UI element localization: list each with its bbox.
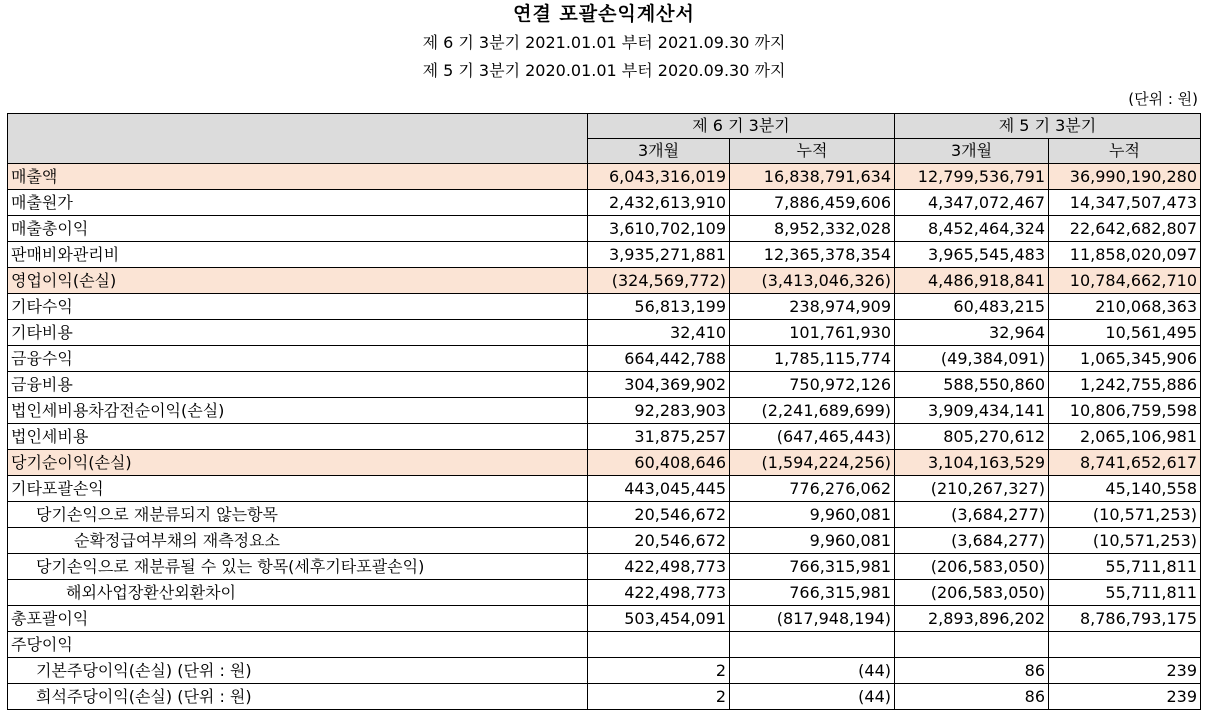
row-value [895, 632, 1049, 658]
row-value: 4,347,072,467 [895, 190, 1049, 216]
row-value: (324,569,772) [588, 268, 730, 294]
table-row [8, 450, 1201, 476]
row-value: 239 [1049, 684, 1201, 710]
row-value: 3,965,545,483 [895, 242, 1049, 268]
row-value: 805,270,612 [895, 424, 1049, 450]
table-row [8, 606, 1201, 632]
row-value: 8,952,332,028 [730, 216, 895, 242]
row-value: 2,432,613,910 [588, 190, 730, 216]
row-value: 3,909,434,141 [895, 398, 1049, 424]
row-value: 14,347,507,473 [1049, 190, 1201, 216]
row-value: 31,875,257 [588, 424, 730, 450]
table-row [8, 346, 1201, 372]
row-value: (10,571,253) [1049, 502, 1201, 528]
row-value: (1,594,224,256) [730, 450, 895, 476]
table-row [8, 398, 1201, 424]
header-group-prior: 제 5 기 3분기 [895, 114, 1201, 139]
row-label: 영업이익(손실) [8, 268, 588, 294]
table-row [8, 554, 1201, 580]
row-value: 239 [1049, 658, 1201, 684]
table-row [8, 424, 1201, 450]
row-value: 3,610,702,109 [588, 216, 730, 242]
row-value: 45,140,558 [1049, 476, 1201, 502]
row-value: (44) [730, 684, 895, 710]
row-value: (206,583,050) [895, 580, 1049, 606]
row-value: (2,241,689,699) [730, 398, 895, 424]
row-value: 10,561,495 [1049, 320, 1201, 346]
row-value: 55,711,811 [1049, 580, 1201, 606]
table-row [8, 294, 1201, 320]
row-value: 7,886,459,606 [730, 190, 895, 216]
row-value: 664,442,788 [588, 346, 730, 372]
row-value: 9,960,081 [730, 502, 895, 528]
row-value: 8,786,793,175 [1049, 606, 1201, 632]
row-value: 443,045,445 [588, 476, 730, 502]
row-value: 101,761,930 [730, 320, 895, 346]
row-value: 36,990,190,280 [1049, 164, 1201, 190]
header-current-3month: 3개월 [588, 139, 730, 164]
row-value: 766,315,981 [730, 554, 895, 580]
row-value: 9,960,081 [730, 528, 895, 554]
row-value: 1,785,115,774 [730, 346, 895, 372]
row-value: 3,104,163,529 [895, 450, 1049, 476]
table-row [8, 268, 1201, 294]
table-row [8, 632, 1201, 658]
table-row [8, 242, 1201, 268]
header-blank-cell [8, 114, 588, 164]
row-label: 당기손익으로 재분류되지 않는항목 [8, 502, 588, 528]
row-label: 기타포괄손익 [8, 476, 588, 502]
row-value: 503,454,091 [588, 606, 730, 632]
row-value: 86 [895, 658, 1049, 684]
row-value: 20,546,672 [588, 502, 730, 528]
header-prior-3month: 3개월 [895, 139, 1049, 164]
row-value: (206,583,050) [895, 554, 1049, 580]
row-value: 22,642,682,807 [1049, 216, 1201, 242]
row-value: 32,410 [588, 320, 730, 346]
row-label: 희석주당이익(손실) (단위 : 원) [8, 684, 588, 710]
header-prior-cumulative: 누적 [1049, 139, 1201, 164]
row-value: (3,684,277) [895, 528, 1049, 554]
row-label: 금융비용 [8, 372, 588, 398]
row-label: 순확정급여부채의 재측정요소 [8, 528, 588, 554]
row-value: 8,741,652,617 [1049, 450, 1201, 476]
row-value: (3,684,277) [895, 502, 1049, 528]
row-value: 238,974,909 [730, 294, 895, 320]
table-row [8, 684, 1201, 710]
header-current-cumulative: 누적 [730, 139, 895, 164]
row-value: 422,498,773 [588, 580, 730, 606]
row-value: 1,065,345,906 [1049, 346, 1201, 372]
row-label: 기본주당이익(손실) (단위 : 원) [8, 658, 588, 684]
row-value: 588,550,860 [895, 372, 1049, 398]
row-value: 4,486,918,841 [895, 268, 1049, 294]
row-value: 12,365,378,354 [730, 242, 895, 268]
row-value: 92,283,903 [588, 398, 730, 424]
row-label: 매출액 [8, 164, 588, 190]
row-label: 주당이익 [8, 632, 588, 658]
row-label: 총포괄이익 [8, 606, 588, 632]
row-value: 776,276,062 [730, 476, 895, 502]
row-value: (44) [730, 658, 895, 684]
row-value: 2,065,106,981 [1049, 424, 1201, 450]
row-value: 60,408,646 [588, 450, 730, 476]
income-statement-table [7, 113, 1201, 710]
table-row [8, 476, 1201, 502]
row-value [588, 632, 730, 658]
row-value: 10,806,759,598 [1049, 398, 1201, 424]
row-value: 16,838,791,634 [730, 164, 895, 190]
row-label: 판매비와관리비 [8, 242, 588, 268]
row-value: (3,413,046,326) [730, 268, 895, 294]
row-value: 422,498,773 [588, 554, 730, 580]
table-row [8, 372, 1201, 398]
table-body [8, 164, 1201, 710]
header-group-current: 제 6 기 3분기 [588, 114, 895, 139]
table-row [8, 502, 1201, 528]
row-value: 55,711,811 [1049, 554, 1201, 580]
row-value: 6,043,316,019 [588, 164, 730, 190]
row-label: 매출총이익 [8, 216, 588, 242]
table-row [8, 528, 1201, 554]
row-value: (647,465,443) [730, 424, 895, 450]
row-value: 2,893,896,202 [895, 606, 1049, 632]
row-label: 기타비용 [8, 320, 588, 346]
row-value: 86 [895, 684, 1049, 710]
row-label: 당기순이익(손실) [8, 450, 588, 476]
table-row [8, 320, 1201, 346]
row-label: 법인세비용차감전순이익(손실) [8, 398, 588, 424]
table-row [8, 190, 1201, 216]
unit-label: (단위 : 원) [1128, 90, 1198, 108]
row-label: 기타수익 [8, 294, 588, 320]
row-value: 2 [588, 658, 730, 684]
row-value [730, 632, 895, 658]
row-value: 3,935,271,881 [588, 242, 730, 268]
row-value: 56,813,199 [588, 294, 730, 320]
table-row [8, 164, 1201, 190]
row-value: 304,369,902 [588, 372, 730, 398]
row-value: 10,784,662,710 [1049, 268, 1201, 294]
row-value: 8,452,464,324 [895, 216, 1049, 242]
row-value: (817,948,194) [730, 606, 895, 632]
row-value: (210,267,327) [895, 476, 1049, 502]
row-value: 60,483,215 [895, 294, 1049, 320]
row-value: 2 [588, 684, 730, 710]
period-prior: 제 5 기 3분기 2020.01.01 부터 2020.09.30 까지 [422, 61, 786, 80]
table-row [8, 580, 1201, 606]
report-title: 연결 포괄손익계산서 [513, 3, 695, 25]
row-value: 1,242,755,886 [1049, 372, 1201, 398]
table-row [8, 658, 1201, 684]
row-label: 매출원가 [8, 190, 588, 216]
row-value: 11,858,020,097 [1049, 242, 1201, 268]
row-label: 법인세비용 [8, 424, 588, 450]
table-row [8, 216, 1201, 242]
row-value [1049, 632, 1201, 658]
period-current: 제 6 기 3분기 2021.01.01 부터 2021.09.30 까지 [422, 33, 786, 52]
row-value: 20,546,672 [588, 528, 730, 554]
row-value: 766,315,981 [730, 580, 895, 606]
row-value: 32,964 [895, 320, 1049, 346]
row-value: (49,384,091) [895, 346, 1049, 372]
row-value: (10,571,253) [1049, 528, 1201, 554]
row-value: 210,068,363 [1049, 294, 1201, 320]
row-value: 12,799,536,791 [895, 164, 1049, 190]
row-label: 당기손익으로 재분류될 수 있는 항목(세후기타포괄손익) [8, 554, 588, 580]
row-label: 금융수익 [8, 346, 588, 372]
row-value: 750,972,126 [730, 372, 895, 398]
row-label: 해외사업장환산외환차이 [8, 580, 588, 606]
